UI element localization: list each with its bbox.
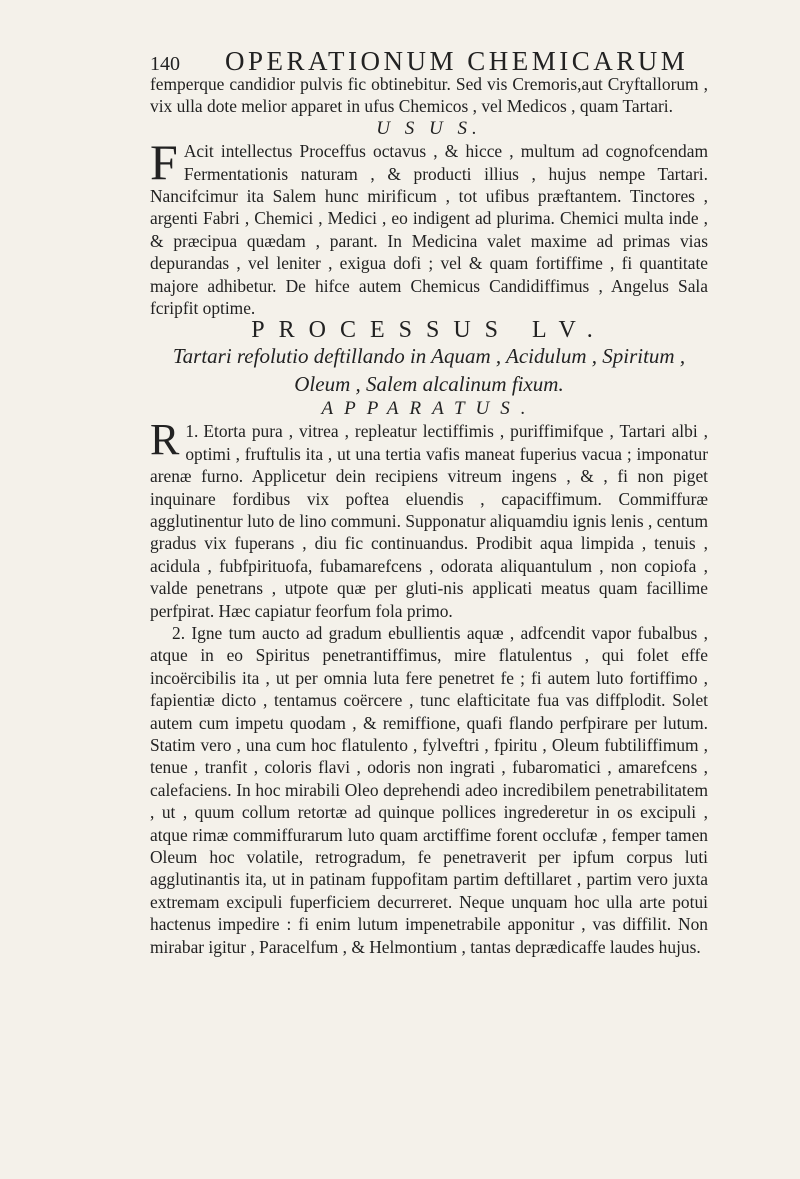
usus-heading: U S U S. xyxy=(376,117,482,139)
intro-paragraph: femperque candidior pulvis fic obtinebitur. Sed vis Cremoris,aut Cryftallorum , vix ulla dote melior apparet in ufus Chemicos , vel Medicos , quam Tartari. xyxy=(150,74,708,117)
running-title: OPERATIONUM CHEMICARUM xyxy=(225,46,689,76)
processus-title: Tartari refolutio deftillando in Aquam , Acidulum , Spiritum , Oleum , Salem alcalinum fixum. xyxy=(172,343,686,396)
paragraph-1-number: 1. xyxy=(185,421,199,442)
processus-heading: PROCESSUS LV. xyxy=(251,317,607,344)
usus-text: Acit intellectus Proceffus octavus , & hicce , multum ad cognofcendam Fermentationis naturam , & producti illius , hujus nempe Tartari. Nancifcimur ita Salem hunc mirificum , tot ufibus præftantem. Tinctores , argenti Fabri , Chemici , Medici , eo indigent ad plurima. Chemici multa inde , & præcipua quædam , parant. In Medicina valet maxime ad primas vias depurandas , vel leniter , exigua dofi ; vel & quam fortiffime , fi quantitate majore adhibetur. De hifce autem Chemicus Candidiffimus , Angelus Sala fcripfit optime. xyxy=(150,141,708,319)
paragraph-2 xyxy=(150,622,708,958)
paragraph-1-dropcap: R xyxy=(150,415,180,465)
paragraph-1 xyxy=(150,415,708,622)
apparatus-heading: APPARATUS. xyxy=(321,397,537,419)
body-text xyxy=(150,73,708,958)
page-number: 140 xyxy=(150,53,180,75)
paragraph-2-text: Igne tum aucto ad gradum ebullientis aquæ , adfcendit vapor fubalbus , atque in eo Spiritus penetrantiffimus, mire flatulentus , qui folet effe incoërcibilis ita , ut per omnia luta fere penetret fe ; fi autem luto fortiffimo , fapientiæ dicto , tentamus coërcere , tunc elafticitate fua vas diffplodit. Solet autem cum impetu quodam , & remiffione, quafi flando perfpirare per lutum. Statim vero , una cum hoc flatulento , fylveftri , fpiritu , Oleum fubtiliffimum , tenue , tranfit , coloris flavi , odoris non ingrati , fubaromatici , amarefcens , calefaciens. In hoc mirabili Oleo deprehendi adeo incredibilem penetrabilitatem , ut , quum collum retortæ ad quinque pollices ingrederetur in os excipuli , atque rimæ commiffurarum luto quam arctiffime forent occlufæ , femper tamen Oleum hoc volatile, retrogradum, fe penetraverit per ipfum corpus luti agglutinantis ita, ut in patinam fuppofitam partim deftillaret , partim vero juxta extremam excipuli fuperficiem decurreret. Neque unquam hoc ulla arte potui hactenus impedire : fi enim lutum impenetrabile apponitur , vas diffilit. Non mirabar igitur , Paracelfum , & Helmontium , tantas deprædicaffe laudes hujus. xyxy=(150,622,708,957)
paragraph-2-number: 2. xyxy=(172,622,186,643)
paragraph-1-text: Etorta pura , vitrea , repleatur lectiffimis , puriffimifque , Tartari albi , optimi , fruftulis ita , ut una tertia vafis maneat fuperius vacua ; imponatur arenæ furno. Applicetur dein recipiens vitreum ingens , & , fi non piget inquinare fordibus vix poftea eluendis , capaciffimum. Commiffuræ agglutinentur luto de lino communi. Supponatur aliquamdiu ignis lenis , centum gradus vix fuperans , diu fic continuandus. Prodibit aqua limpida , tenuis , acidula , fubfpirituofa, fubamarefcens , odorata aliquantulum , non copiofa , valde penetrans , utpote quæ per gluti-nis applicati meatus quam facillime perfpirat. Hæc capiatur feorfum fola primo. xyxy=(150,421,708,621)
usus-dropcap: F xyxy=(150,134,178,191)
usus-paragraph xyxy=(150,134,708,319)
